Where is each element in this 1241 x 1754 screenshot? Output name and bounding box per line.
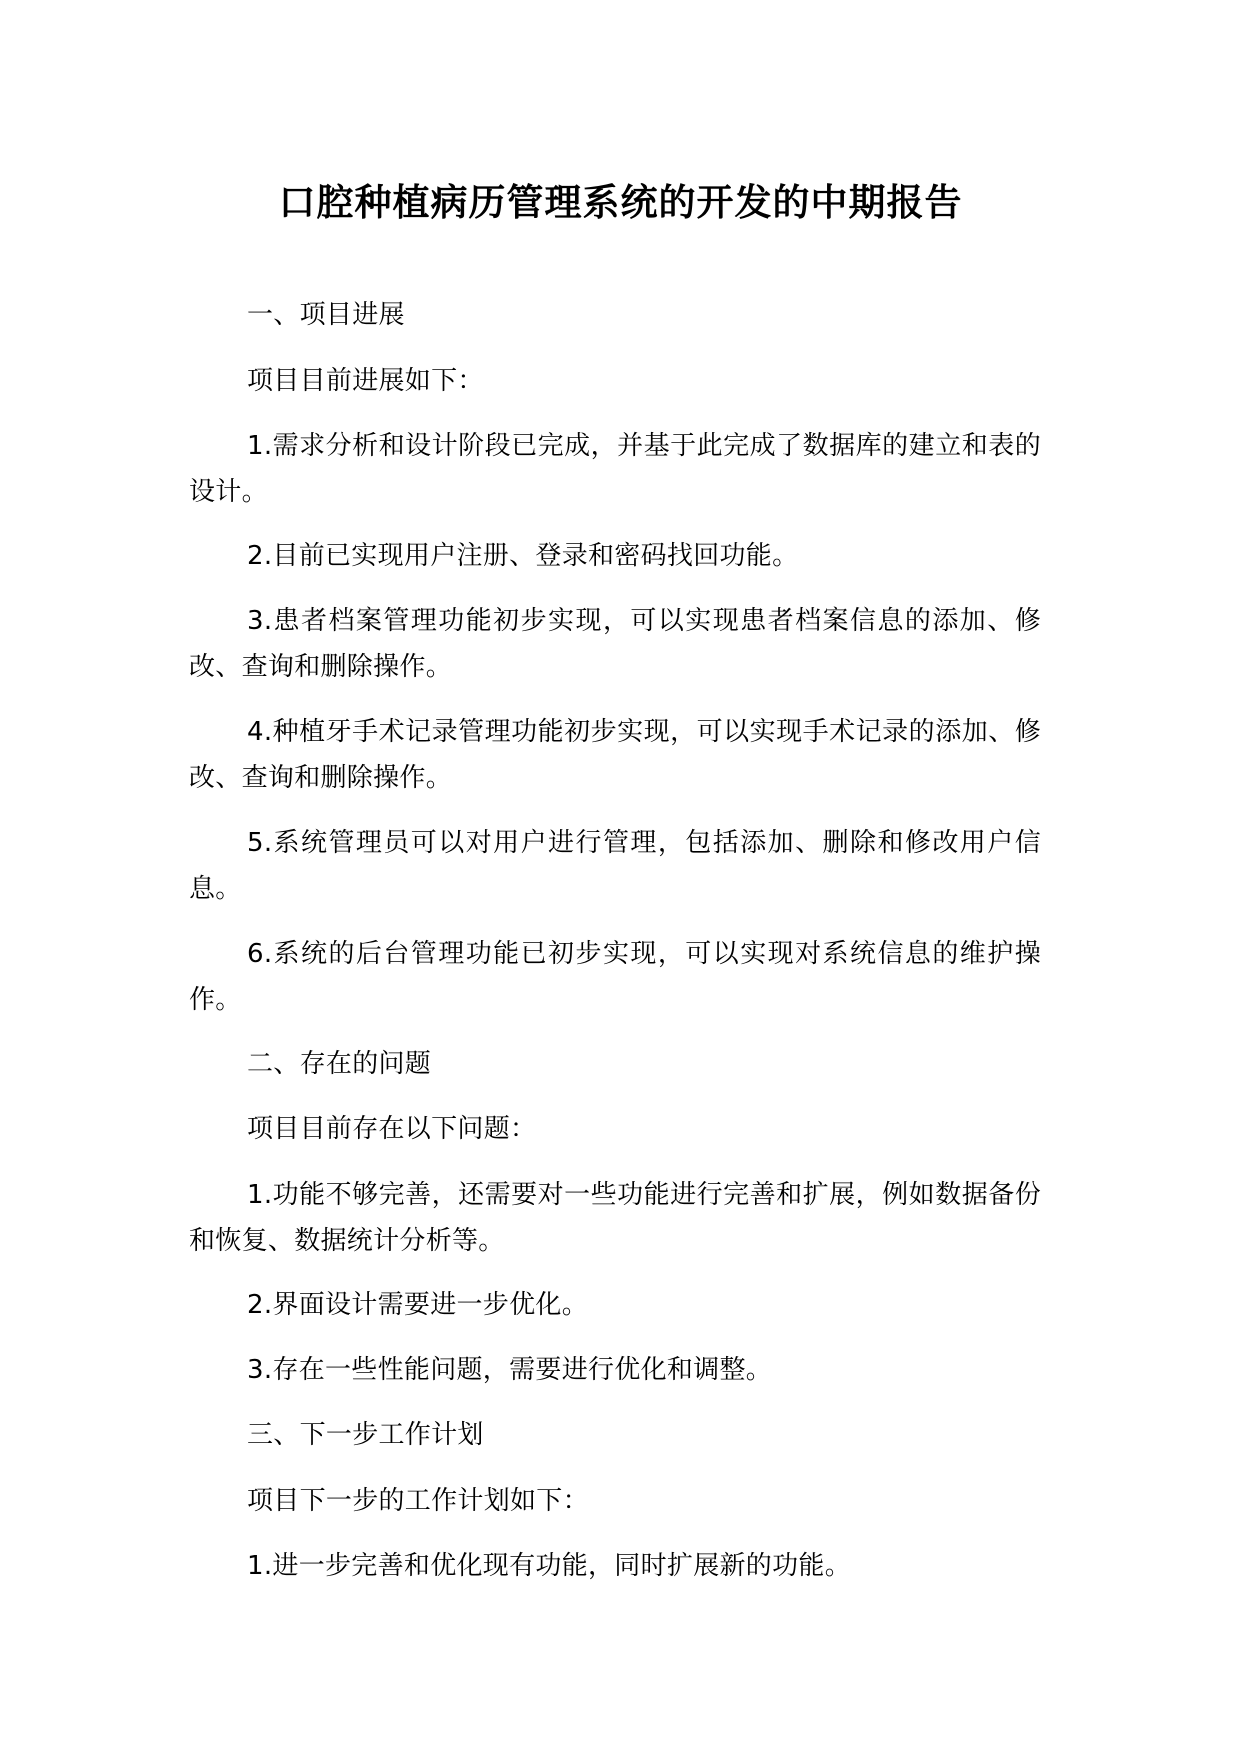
list-item: 1.需求分析和设计阶段已完成，并基于此完成了数据库的建立和表的设计。 (189, 431, 1041, 507)
paragraph: 项目下一步的工作计划如下： (247, 1486, 589, 1516)
list-item: 4.种植牙手术记录管理功能初步实现，可以实现手术记录的添加、修改、查询和删除操作。 (189, 717, 1041, 793)
list-item: 2.界面设计需要进一步优化。 (247, 1290, 589, 1320)
paragraph: 项目目前进展如下： (247, 366, 484, 396)
list-item: 6.系统的后台管理功能已初步实现，可以实现对系统信息的维护操作。 (189, 939, 1041, 1015)
section-heading-issues: 二、存在的问题 (247, 1049, 432, 1079)
paragraph: 项目目前存在以下问题： (247, 1114, 537, 1144)
list-item: 3.患者档案管理功能初步实现，可以实现患者档案信息的添加、修改、查询和删除操作。 (189, 606, 1041, 682)
list-item: 1.功能不够完善，还需要对一些功能进行完善和扩展，例如数据备份和恢复、数据统计分析等。 (189, 1180, 1041, 1256)
list-item: 5.系统管理员可以对用户进行管理，包括添加、删除和修改用户信息。 (189, 828, 1041, 904)
section-heading-next-steps: 三、下一步工作计划 (247, 1420, 484, 1450)
list-item: 2.目前已实现用户注册、登录和密码找回功能。 (247, 541, 799, 571)
section-heading-progress: 一、项目进展 (247, 300, 405, 330)
list-item: 1.进一步完善和优化现有功能，同时扩展新的功能。 (247, 1551, 852, 1581)
list-item: 3.存在一些性能问题，需要进行优化和调整。 (247, 1355, 773, 1385)
document-title: 口腔种植病历管理系统的开发的中期报告 (278, 181, 963, 224)
